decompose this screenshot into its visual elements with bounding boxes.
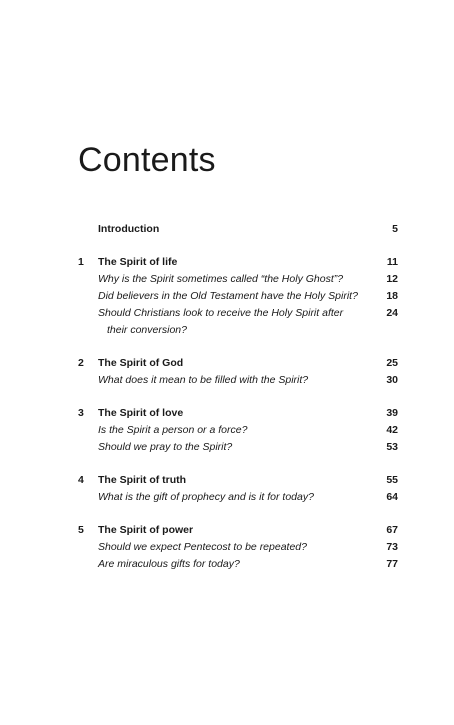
toc-question — [78, 422, 398, 439]
toc-question — [78, 271, 398, 288]
chapter-page: 25 — [386, 357, 398, 369]
chapter-title: The Spirit of power — [98, 524, 194, 536]
toc-question — [78, 288, 398, 305]
chapter-page: 39 — [386, 407, 398, 419]
question-title: Are miraculous gifts for today? — [98, 558, 240, 570]
section-spacer — [78, 389, 398, 405]
toc-question — [78, 372, 398, 389]
chapter-number: 4 — [78, 474, 84, 486]
question-title: What is the gift of prophecy and is it for today? — [98, 491, 314, 503]
question-title: What does it mean to be filled with the Spirit? — [98, 374, 309, 386]
toc-question — [78, 556, 398, 573]
question-title-line-1: Should Christians look to receive the Holy Spirit after — [98, 307, 344, 319]
chapter-page: 67 — [386, 524, 398, 536]
toc-question — [78, 305, 398, 339]
toc-entry-introduction — [78, 221, 398, 238]
section-spacer — [78, 456, 398, 472]
chapter-number: 5 — [78, 524, 84, 536]
question-title: Is the Spirit a person or a force? — [98, 424, 248, 436]
chapter-page: 55 — [386, 474, 398, 486]
question-page: 12 — [386, 273, 398, 285]
toc-chapter-5 — [78, 522, 398, 539]
toc-chapter-2 — [78, 355, 398, 372]
question-title-line-2: their conversion? — [107, 324, 187, 336]
section-spacer — [78, 339, 398, 355]
section-spacer — [78, 238, 398, 254]
chapter-number: 1 — [78, 256, 84, 268]
table-of-contents — [78, 221, 398, 573]
section-spacer — [78, 506, 398, 522]
page-title: Contents — [78, 141, 216, 179]
toc-entry-page: 5 — [392, 223, 398, 235]
chapter-title: The Spirit of love — [98, 407, 184, 419]
question-page: 42 — [386, 424, 398, 436]
question-page: 53 — [386, 441, 398, 453]
toc-chapter-3 — [78, 405, 398, 422]
question-page: 30 — [386, 374, 398, 386]
chapter-number: 3 — [78, 407, 84, 419]
question-title — [98, 305, 373, 339]
question-page: 73 — [386, 541, 398, 553]
question-title: Should we pray to the Spirit? — [98, 441, 233, 453]
toc-chapter-4 — [78, 472, 398, 489]
chapter-title: The Spirit of truth — [98, 474, 187, 486]
toc-entry-title: Introduction — [98, 223, 160, 235]
question-page: 64 — [386, 491, 398, 503]
toc-question — [78, 439, 398, 456]
toc-question — [78, 489, 398, 506]
toc-chapter-1 — [78, 254, 398, 271]
question-title: Did believers in the Old Testament have the Holy Spirit? — [98, 290, 358, 302]
chapter-page: 11 — [386, 256, 398, 268]
question-title: Why is the Spirit sometimes called “the Holy Ghost”? — [98, 273, 344, 285]
question-page: 18 — [386, 290, 398, 302]
toc-question — [78, 539, 398, 556]
question-title: Should we expect Pentecost to be repeated? — [98, 541, 307, 553]
question-page: 77 — [386, 558, 398, 570]
chapter-number: 2 — [78, 357, 84, 369]
chapter-title: The Spirit of life — [98, 256, 178, 268]
question-page: 24 — [386, 307, 398, 319]
chapter-title: The Spirit of God — [98, 357, 184, 369]
